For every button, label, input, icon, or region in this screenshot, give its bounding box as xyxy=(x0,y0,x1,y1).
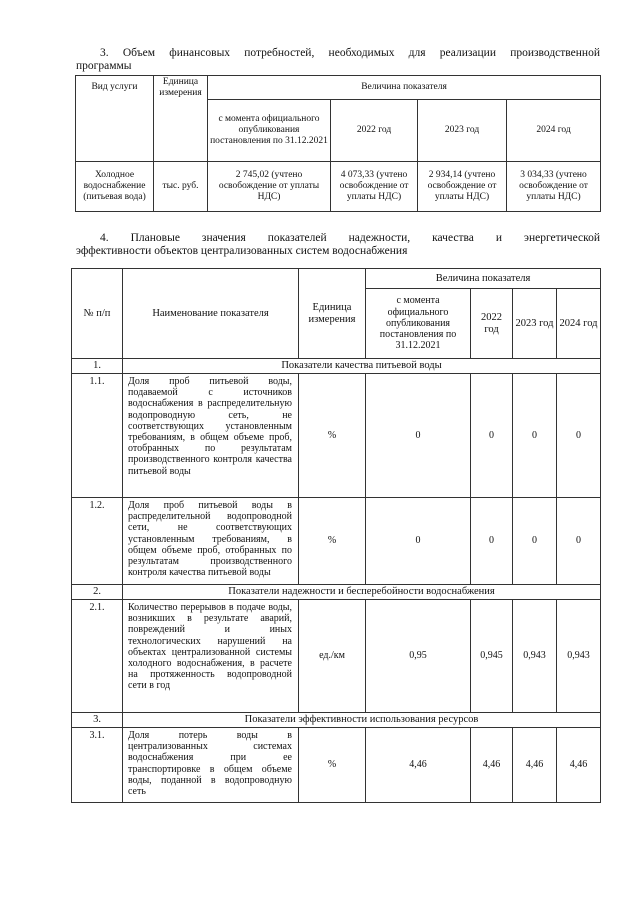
section-number: 3. xyxy=(72,713,123,728)
value-2024: 0,943 xyxy=(557,600,601,713)
header-service-type: Вид услуги xyxy=(76,76,154,162)
value-2021: 0 xyxy=(366,498,471,585)
row-number: 3.1. xyxy=(72,728,123,803)
value-2022: 0 xyxy=(471,374,513,498)
value-2024: 0 xyxy=(557,374,601,498)
indicator-unit: % xyxy=(299,374,366,498)
value-2024: 0 xyxy=(557,498,601,585)
value-2024: 4,46 xyxy=(557,728,601,803)
subheader-period-2021: с момента официального опубликования постановления по 31.12.2021 xyxy=(208,100,331,162)
section-title: Показатели качества питьевой воды xyxy=(123,359,601,374)
section-title: Показатели эффективности использования ресурсов xyxy=(123,713,601,728)
subheader-2023: 2023 год xyxy=(513,289,557,359)
cell-value-2021: 2 745,02 (учтено освобождение от уплаты НДС) xyxy=(208,162,331,212)
section-3-heading xyxy=(76,47,600,73)
financial-needs-table xyxy=(75,75,601,212)
table-row xyxy=(72,498,601,585)
value-2023: 0 xyxy=(513,374,557,498)
row-number: 1.1. xyxy=(72,374,123,498)
table-row xyxy=(72,728,601,803)
indicator-name: Доля проб питьевой воды, подаваемой с источников водоснабжения в распределительную водопроводную сеть, не соответствующих установленным требованиям, в общем объеме проб, отобранных по результатам производственного контроля качества питьевой воды xyxy=(123,374,299,498)
header-number: № п/п xyxy=(72,269,123,359)
value-2021: 4,46 xyxy=(366,728,471,803)
section-title: Показатели надежности и бесперебойности водоснабжения xyxy=(123,585,601,600)
value-2022: 0,945 xyxy=(471,600,513,713)
header-unit: Единица измерения xyxy=(299,269,366,359)
row-number: 1.2. xyxy=(72,498,123,585)
cell-service: Холодное водоснабжение (питьевая вода) xyxy=(76,162,154,212)
section-row xyxy=(72,713,601,728)
indicator-name: Доля проб питьевой воды в распределительной водопроводной сети, не соответствующих установленным требованиям, в общем объеме проб, отобранных по результатам производственного контроля качества питьевой воды xyxy=(123,498,299,585)
subheader-2023: 2023 год xyxy=(418,100,507,162)
section-3-heading-line-2: программы xyxy=(76,60,132,72)
section-4-heading-line-2: эффективности объектов централизованных систем водоснабжения xyxy=(76,245,408,257)
subheader-2022: 2022 год xyxy=(471,289,513,359)
indicator-unit: % xyxy=(299,728,366,803)
value-2022: 4,46 xyxy=(471,728,513,803)
value-2023: 0,943 xyxy=(513,600,557,713)
value-2022: 0 xyxy=(471,498,513,585)
indicator-name: Количество перерывов в подаче воды, возникших в результате аварий, повреждений и иных технологических нарушений на объектах централизованной системы холодного водоснабжения, в расчете на протяженность водопроводной сети в год xyxy=(123,600,299,713)
table-row xyxy=(72,600,601,713)
cell-value-2022: 4 073,33 (учтено освобождение от уплаты НДС) xyxy=(331,162,418,212)
header-indicator-name: Наименование показателя xyxy=(123,269,299,359)
header-value: Величина показателя xyxy=(366,269,601,289)
cell-value-2023: 2 934,14 (учтено освобождение от уплаты НДС) xyxy=(418,162,507,212)
value-2021: 0 xyxy=(366,374,471,498)
section-row xyxy=(72,585,601,600)
cell-value-2024: 3 034,33 (учтено освобождение от уплаты НДС) xyxy=(507,162,601,212)
subheader-period-2021: с момента официального опубликования постановления по 31.12.2021 xyxy=(366,289,471,359)
subheader-2024: 2024 год xyxy=(557,289,601,359)
subheader-2022: 2022 год xyxy=(331,100,418,162)
section-row xyxy=(72,359,601,374)
header-value: Величина показателя xyxy=(208,76,601,100)
indicator-unit: % xyxy=(299,498,366,585)
section-3-heading-line-1: 3. Объем финансовых потребностей, необходимых для реализации производственной xyxy=(100,47,600,59)
row-number: 2.1. xyxy=(72,600,123,713)
value-2023: 0 xyxy=(513,498,557,585)
subheader-2024: 2024 год xyxy=(507,100,601,162)
planned-indicators-table xyxy=(71,268,601,803)
section-4-heading xyxy=(76,232,600,258)
table-row xyxy=(76,162,601,212)
section-number: 2. xyxy=(72,585,123,600)
header-unit: Единица измерения xyxy=(154,76,208,162)
value-2023: 4,46 xyxy=(513,728,557,803)
indicator-name: Доля потерь воды в централизованных системах водоснабжения при ее транспортировке в общем объеме воды, поданной в водопроводную сеть xyxy=(123,728,299,803)
cell-unit: тыс. руб. xyxy=(154,162,208,212)
section-number: 1. xyxy=(72,359,123,374)
indicator-unit: ед./км xyxy=(299,600,366,713)
section-4-heading-line-1: 4. Плановые значения показателей надежности, качества и энергетической xyxy=(100,232,600,244)
table-row xyxy=(72,374,601,498)
value-2021: 0,95 xyxy=(366,600,471,713)
